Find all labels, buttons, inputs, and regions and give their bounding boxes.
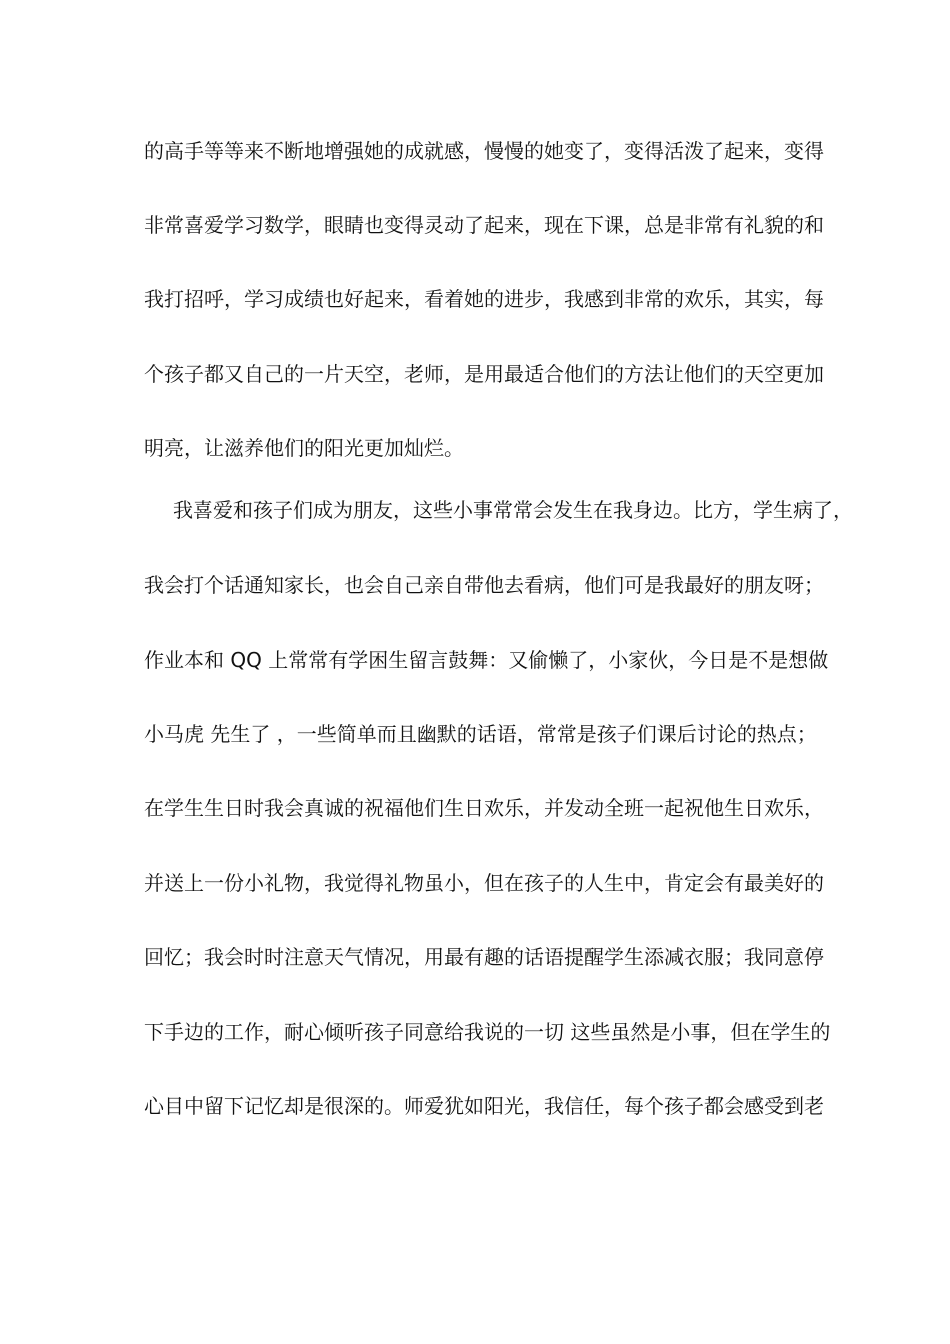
text-line: 在学生生日时我会真诚的祝福他们生日欢乐，并发动全班一起祝他生日欢乐，: [144, 796, 824, 820]
text-line: 个孩子都又自己的一片天空，老师，是用最适合他们的方法让他们的天空更加: [144, 362, 824, 386]
text-line: 小马虎 先生了 ，一些简单而且幽默的话语，常常是孩子们课后讨论的热点；: [144, 722, 817, 746]
text-line: 非常喜爱学习数学，眼睛也变得灵动了起来，现在下课，总是非常有礼貌的和: [144, 213, 824, 237]
text-line: 回忆；我会时时注意天气情况，用最有趣的话语提醒学生添减衣服；我同意停: [144, 945, 824, 969]
text-line: 作业本和 QQ 上常常有学困生留言鼓舞：又偷懒了，小家伙，今日是不是想做: [144, 648, 829, 672]
text-line: 明亮，让滋养他们的阳光更加灿烂。: [144, 436, 464, 460]
text-line: 并送上一份小礼物，我觉得礼物虽小，但在孩子的人生中，肯定会有最美好的: [144, 871, 824, 895]
text-line: 的高手等等来不断地增强她的成就感，慢慢的她变了，变得活泼了起来，变得: [144, 139, 824, 163]
text-line: 心目中留下记忆却是很深的。师爱犹如阳光，我信任，每个孩子都会感受到老: [144, 1094, 824, 1118]
text-line: 我打招呼，学习成绩也好起来，看着她的进步，我感到非常的欢乐，其实，每: [144, 287, 824, 311]
text-line: 下手边的工作，耐心倾听孩子同意给我说的一切 这些虽然是小事，但在学生的: [144, 1020, 831, 1044]
text-line: 我会打个话通知家长，也会自己亲自带他去看病，他们可是我最好的朋友呀；: [144, 573, 824, 597]
text-line: 我喜爱和孩子们成为朋友，这些小事常常会发生在我身边。比方，学生病了，: [173, 498, 853, 522]
